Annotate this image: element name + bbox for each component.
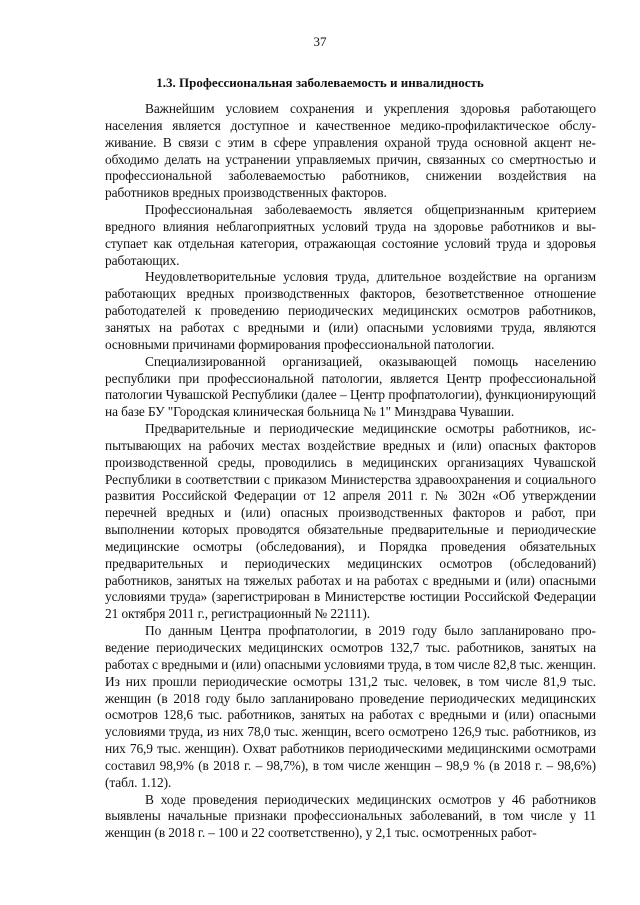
paragraph-exam-statistics: По данным Центра профпатологии, в 2019 году было запланировано проведение периодических медицинских осмотров 132,7 тыс. работников, занятых на работах с вредными и (или) опасными условиями труда, в том числе 82,8 тыс. женщин. Из них прошли периодические осмотры 131,2 тыс. человек, в том числе 81,9 тыс. женщин (в 2018 году было запланировано проведение периодических медицинских осмотров 128,6 тыс. работников, занятых на работах с вредными и (или) опасными условиями труда, из них 78,0 тыс. женщин, всего осмотрено 126,9 тыс. работников, из них 76,9 тыс. женщин). Охват работников периодическими медицинскими осмотрами составил 98,9% (в 2018 г. – 98,7%), в том числе женщин – 98,9 % (в 2018 г. – 98,6%) (табл. 1.12). (105, 623, 596, 790)
paragraph-working-conditions: Неудовлетворительные условия труда, длительное воздействие на организм работающих вредных производственных факторов, безответственное отношение работодателей к проведению периодических медицинских осмотров работников, занятых на работах с вредными и (или) опасными условиями труда, являются основными причинами формирования профессиональной патологии. (105, 269, 596, 352)
body-text (105, 101, 596, 842)
paragraph-detected-diseases: В ходе проведения периодических медицинских осмотров у 46 работников выявлены начальные признаки профессиональных заболеваний, в том числе у 11 женщин (в 2018 г. – 100 и 22 соответственно), у 2,1 тыс. осмотренных работ- (105, 791, 596, 841)
section-title: 1.3. Профессиональная заболеваемость и инвалидность (156, 75, 484, 90)
paragraph-occupational-morbidity: Профессиональная заболеваемость является общепризнанным критерием вредного влияния неблагоприятных условий труда на здоровье работников и выступает как отдельная категория, отражающая состояние условий труда и здоровья работающих. (105, 202, 596, 268)
paragraph-medical-exams-order: Предварительные и периодические медицинские осмотры работников, испытывающих на рабочих местах воздействие вредных и (или) опасных факторов производственной среды, проводились в медицинских организациях Чувашской Республики в соответствии с приказом Министерства здравоохранения и социального развития Российской Федерации от 12 апреля 2011 г. № 302н «Об утверждении перечней вредных и (или) опасных производственных факторов и работ, при выполнении которых проводятся обязательные предварительные и периодические медицинские осмотры (обследования), и Порядка проведения обязательных предварительных и периодических медицинских осмотров (обследований) работников, занятых на тяжелых работах и на работах с вредными и (или) опасными условиями труда» (зарегистрирован в Министерстве юстиции Российской Федерации 21 октября 2011 г., регистрационный № 22111). (105, 421, 596, 622)
paragraph-occupational-health: Важнейшим условием сохранения и укрепления здоровья работающего населения является доступное и качественное медико-профилактическое обслуживание. В связи с этим в сфере управления охраной труда основной акцент необходимо делать на устранении управляемых причин, связанных со смертностью и профессиональной заболеваемостью работников, снижении воздействия на работников вредных производственных факторов. (105, 101, 596, 201)
paragraph-pathology-center: Специализированной организацией, оказывающей помощь населению республики при профессиональной патологии, является Центр профессиональной патологии Чувашской Республики (далее – Центр профпатологии), функционирующий на базе БУ "Городская клиническая больница № 1" Минздрава Чувашии. (105, 353, 596, 420)
page-number: 37 (313, 34, 327, 49)
